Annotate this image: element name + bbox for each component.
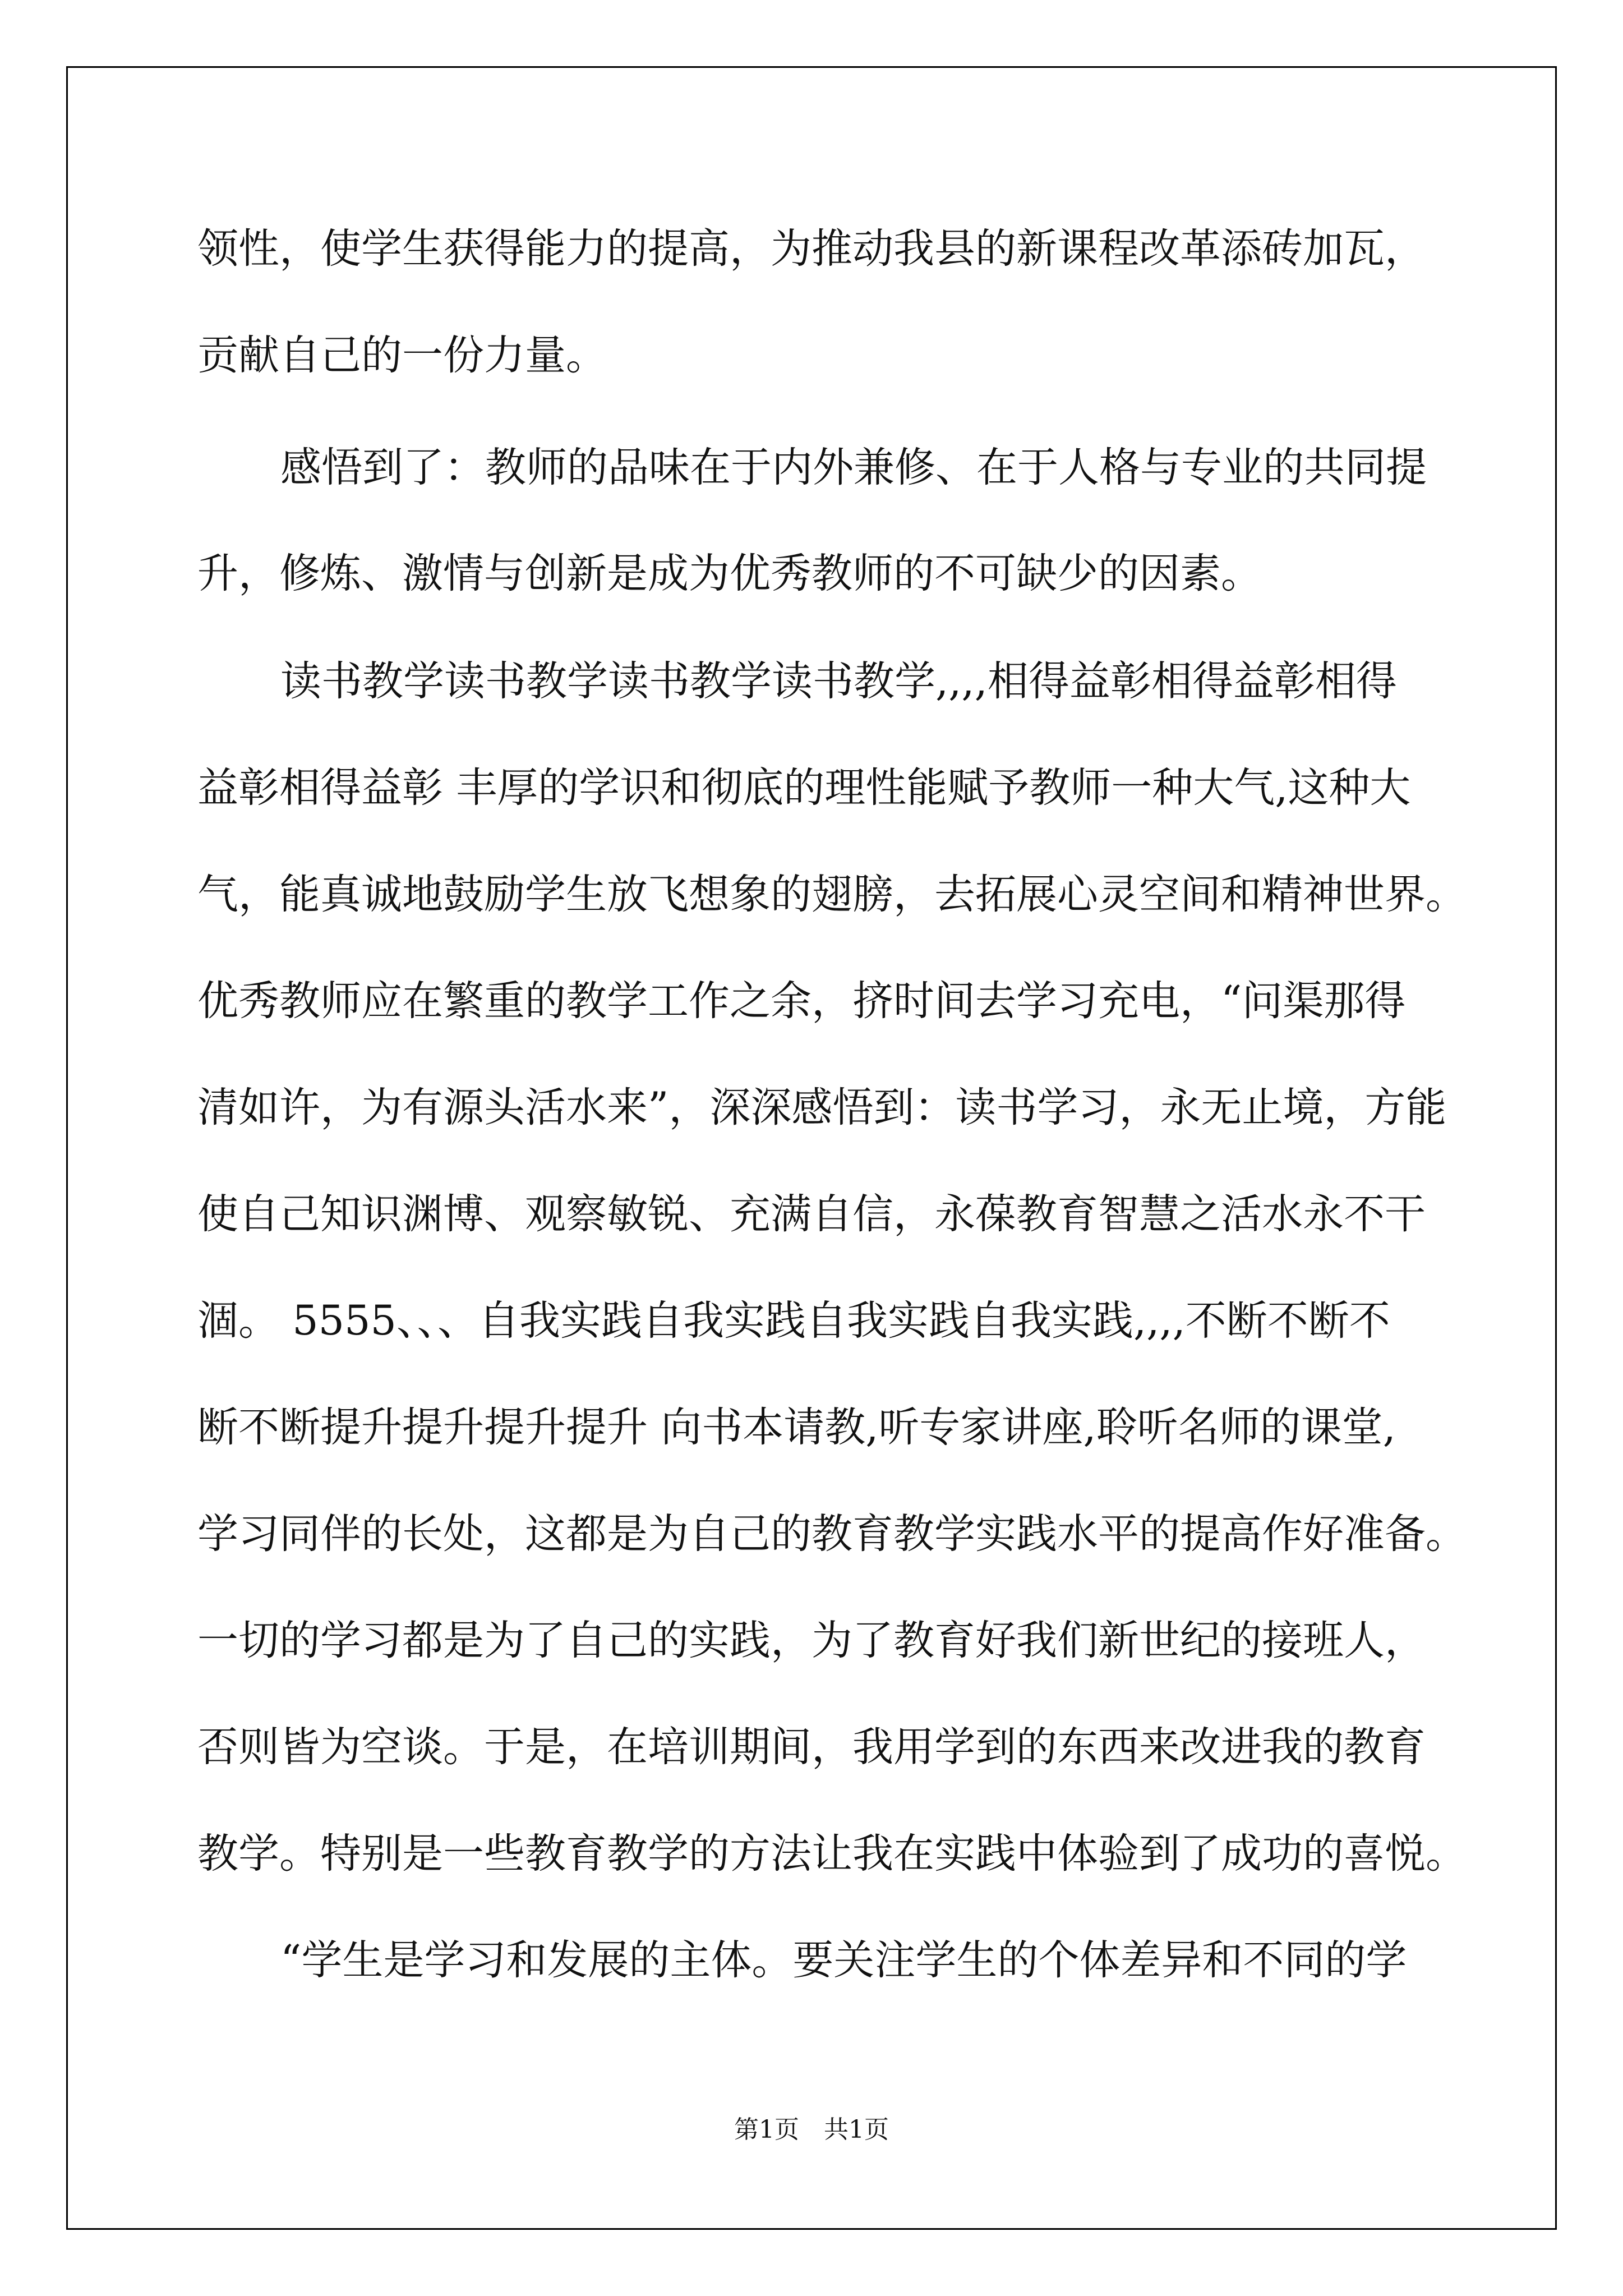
body-line-9: 清如许，为有源头活水来”，深深感悟到：读书学习，永无止境，方能 (197, 1084, 1447, 1131)
body-line-1: 领性，使学生获得能力的提高，为推动我县的新课程改革添砖加瓦， (197, 225, 1426, 273)
body-line-3: 感悟到了：教师的品味在于内外兼修、在于人格与专业的共同提 (280, 444, 1427, 491)
body-line-4: 升，修炼、激情与创新是成为优秀教师的不可缺少的因素。 (197, 550, 1262, 597)
body-line-7: 气，能真诚地鼓励学生放飞想象的翅膀，去拓展心灵空间和精神世界。 (197, 871, 1467, 918)
body-line-15: 否则皆为空谈。于是，在培训期间，我用学到的东西来改进我的教育 (197, 1723, 1426, 1771)
body-line-17: “学生是学习和发展的主体。要关注学生的个体差异和不同的学 (280, 1936, 1407, 1984)
body-line-5: 读书教学读书教学读书教学读书教学,,,,相得益彰相得益彰相得 (280, 657, 1397, 705)
body-line-2: 贡献自己的一份力量。 (197, 332, 607, 379)
body-line-12: 断不断提升提升提升提升 向书本请教,听专家讲座,聆听名师的课堂, (197, 1404, 1396, 1451)
body-line-11: 涸。 5555、、、自我实践自我实践自我实践自我实践,,,,不断不断不 (197, 1297, 1390, 1345)
body-line-10: 使自己知识渊博、观察敏锐、充满自信，永葆教育智慧之活水永不干 (197, 1190, 1426, 1238)
page-border (66, 66, 1557, 2230)
body-line-8: 优秀教师应在繁重的教学工作之余，挤时间去学习充电，“问渠那得 (197, 977, 1406, 1025)
page-number-footer: 第1页 共1页 (734, 2115, 889, 2144)
body-line-16: 教学。特别是一些教育教学的方法让我在实践中体验到了成功的喜悦。 (197, 1830, 1467, 1878)
body-line-6: 益彰相得益彰 丰厚的学识和彻底的理性能赋予教师一种大气,这种大 (197, 764, 1411, 812)
body-line-13: 学习同伴的长处，这都是为自己的教育教学实践水平的提高作好准备。 (197, 1510, 1467, 1558)
body-line-14: 一切的学习都是为了自己的实践，为了教育好我们新世纪的接班人， (197, 1617, 1426, 1664)
